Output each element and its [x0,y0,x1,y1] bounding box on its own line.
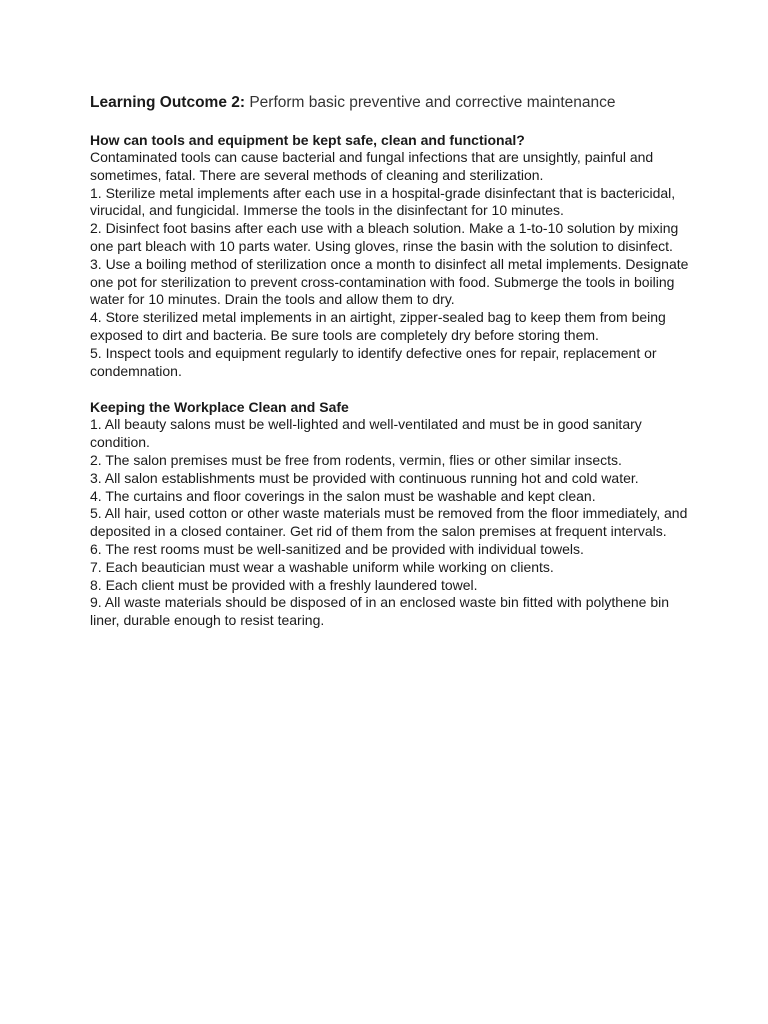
list-item: 9. All waste materials should be disposed of in an enclosed waste bin fitted with polythene bin liner, durable enough to resist tearing. [90,594,670,629]
learning-outcome-title [90,92,690,114]
document-page [90,92,690,630]
list-item: 3. Use a boiling method of sterilization once a month to disinfect all metal implements. Designate one pot for sterilization to prevent cross-contamination with food. Submerge the tools in boiling water for 10 minutes. Drain the tools and allow them to dry. [90,255,689,308]
section-tools-equipment [90,131,690,380]
title-text: Perform basic preventive and corrective maintenance [245,94,616,111]
title-label: Learning Outcome 2: [90,94,246,111]
section-heading: Keeping the Workplace Clean and Safe [90,399,349,416]
intro-paragraph: Contaminated tools can cause bacterial and fungal infections that are unsightly, painful and sometimes, fatal. There are several methods of cleaning and sterilization. [90,149,654,183]
list-item: 4. The curtains and floor coverings in the salon must be washable and kept clean. [90,487,596,504]
list-item: 3. All salon establishments must be provided with continuous running hot and cold water. [90,469,639,486]
section-workplace [90,398,690,630]
list-item: 7. Each beautician must wear a washable uniform while working on clients. [90,558,554,575]
list-item: 2. The salon premises must be free from rodents, vermin, flies or other similar insects. [90,451,622,468]
list-item: 1. All beauty salons must be well-lighted and well-ventilated and must be in good sanitary condition. [90,416,642,451]
list-item: 8. Each client must be provided with a freshly laundered towel. [90,576,478,593]
list-item: 5. Inspect tools and equipment regularly to identify defective ones for repair, replacement or condemnation. [90,344,657,379]
list-item: 6. The rest rooms must be well-sanitized and be provided with individual towels. [90,540,584,557]
section-spacer [90,380,690,398]
list-item: 2. Disinfect foot basins after each use with a bleach solution. Make a 1-to-10 solution by mixing one part bleach with 10 parts water. Using gloves, rinse the basin with the solution to disinfect. [90,220,679,254]
list-item: 1. Sterilize metal implements after each use in a hospital-grade disinfectant that is bactericidal, virucidal, and fungicidal. Immerse the tools in the disinfectant for 10 minutes. [90,184,676,219]
section-heading: How can tools and equipment be kept safe, clean and functional? [90,132,525,148]
list-item: 4. Store sterilized metal implements in an airtight, zipper-sealed bag to keep them from being exposed to dirt and bacteria. Be sure tools are completely dry before storing them. [90,309,666,343]
list-item: 5. All hair, used cotton or other waste materials must be removed from the floor immediately, and deposited in a closed container. Get rid of them from the salon premises at frequent intervals. [90,505,688,540]
